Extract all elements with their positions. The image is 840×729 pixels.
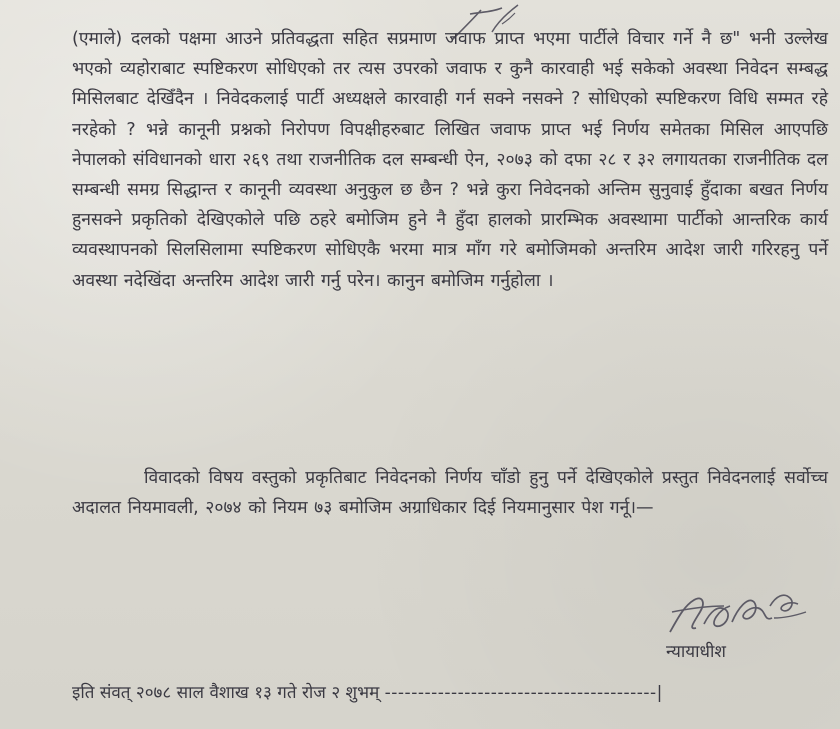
judge-signature (662, 588, 812, 640)
footer-date-line (72, 681, 830, 705)
order-paragraph-one: (एमाले) दलको पक्षमा आउने प्रतिवद्धता सहित सप्रमाण जवाफ प्राप्त भएमा पार्टीले विचार गर्ने नै छ" भनी उल्लेख भएको व्यहोराबाट स्पष्टिकरण सोधिएको तर त्यस उपरको जवाफ र कुनै कारवाही भई सकेको अवस्था निवेदन सम्बद्ध मिसिलबाट देखिँदैन । निवेदकलाई पार्टी अध्यक्षले कारवाही गर्न सक्ने नसक्ने ? सोधिएको स्पष्टिकरण विधि सम्मत रहे नरहेको ? भन्ने कानूनी प्रश्नको निरोपण विपक्षीहरुबाट लिखित जवाफ प्राप्त भई निर्णय समेतका मिसिल आएपछि नेपालको संविधानको धारा २६९ तथा राजनीतिक दल सम्बन्धी ऐन, २०७३ को दफा २८ र ३२ लगायतका राजनीतिक दल सम्बन्धी समग्र सिद्धान्त र कानूनी व्यवस्था अनुकुल छ छैन ? भन्ने कुरा निवेदनको अन्तिम सुनुवाई हुँदाका बखत निर्णय हुनसक्ने प्रकृतिको देखिएकोले पछि ठहरे बमोजिम हुने नै हुँदा हालको प्रारम्भिक अवस्थामा पार्टीको आन्तरिक कार्य व्यवस्थापनको सिलसिलामा स्पष्टिकरण सोधिएकै भरमा मात्र माँग गरे बमोजिमको अन्तरिम आदेश जारी गरिरहनु पर्ने अवस्था नदेखिंदा अन्तरिम आदेश जारी गर्नु परेन। कानुन बमोजिम गर्नुहोला । (72, 29, 828, 291)
order-paragraph-two: विवादको विषय वस्तुको प्रकृतिबाट निवेदनको निर्णय चाँडो हुनु पर्ने देखिएकोले प्रस्तुत निवेदनलाई सर्वोच्च अदालत नियमावली, २०७४ को नियम ७३ बमोजिम अग्राधिकार दिई नियमानुसार पेश गर्नू।— (72, 468, 828, 519)
footer-date-text: इति संवत् २०७८ साल वैशाख १३ गते रोज २ शुभम् (72, 683, 380, 703)
judge-designation: न्यायाधीश (666, 642, 726, 662)
footer-dashed-rule: -----------------------------------------| (384, 683, 663, 703)
